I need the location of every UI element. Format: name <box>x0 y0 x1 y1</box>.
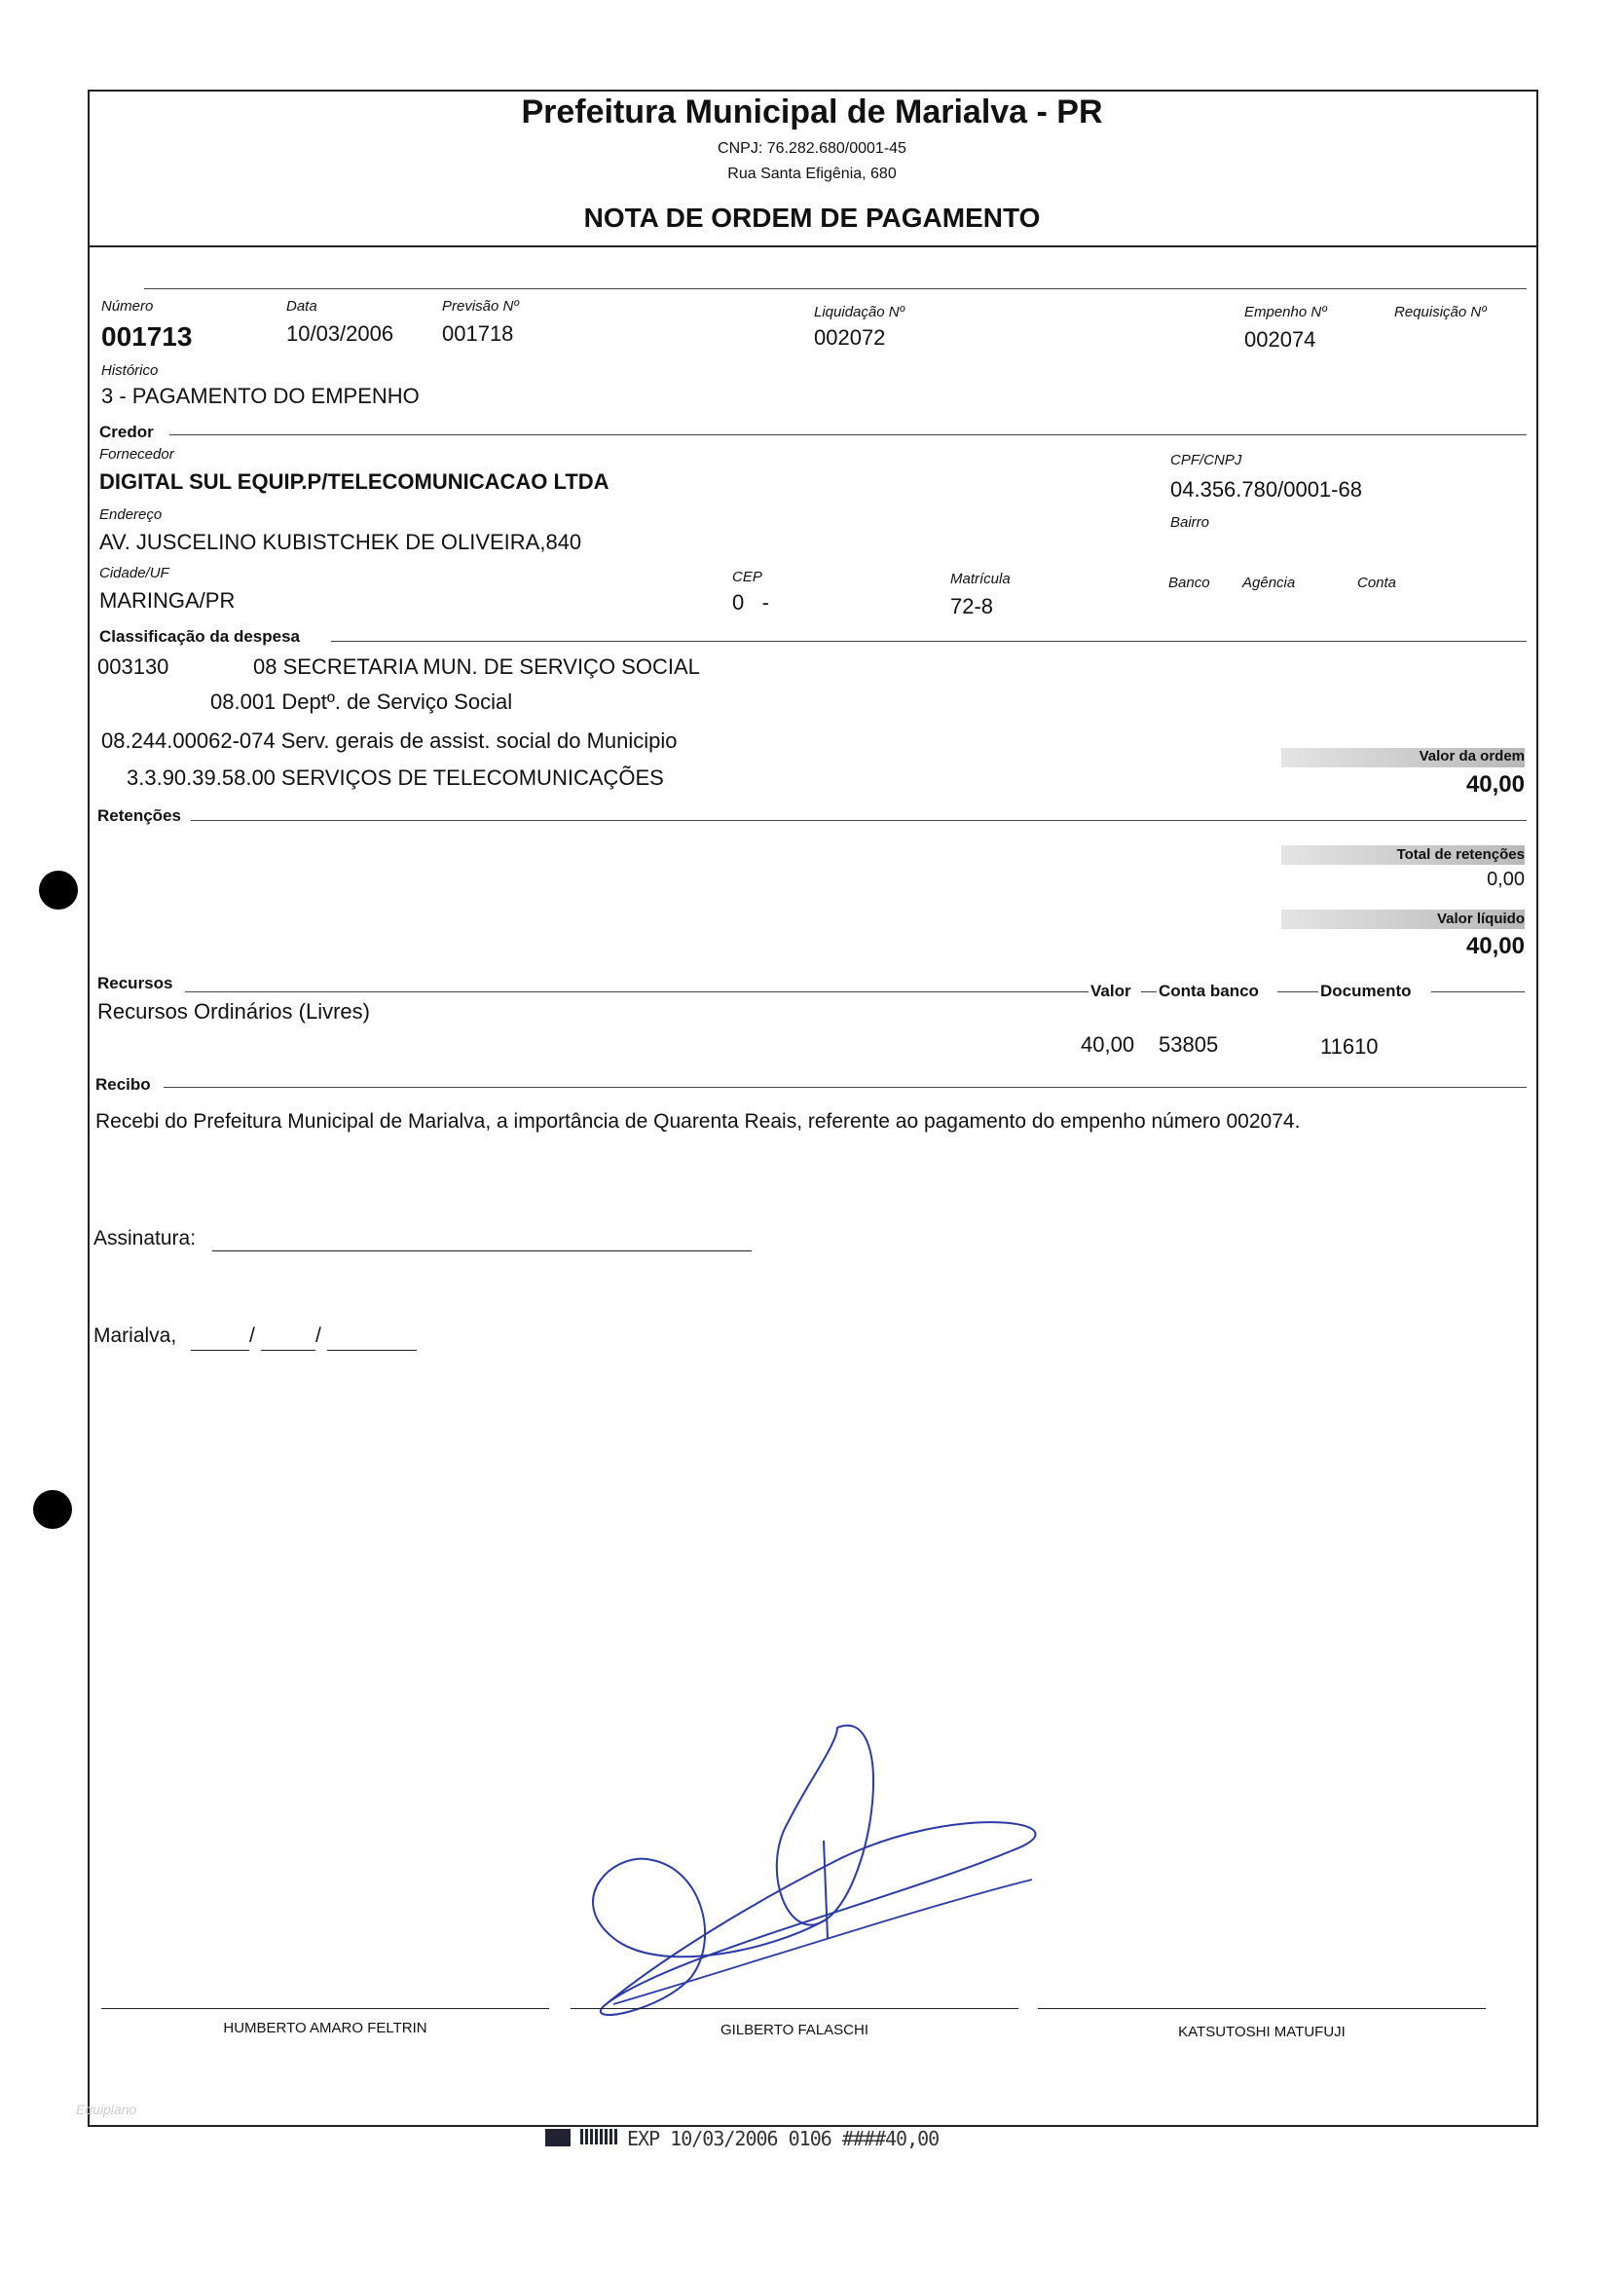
recursos-rule-2 <box>1141 991 1157 992</box>
signatory-line-1 <box>101 2008 549 2009</box>
retencoes-rule <box>191 820 1527 821</box>
signatory-name-2: GILBERTO FALASCHI <box>720 2022 868 2038</box>
agencia-label: Agência <box>1242 575 1296 591</box>
recursos-fonte: Recursos Ordinários (Livres) <box>97 999 370 1024</box>
recursos-rule <box>185 991 1089 992</box>
recursos-rule-4 <box>1431 991 1525 992</box>
matricula-value: 72-8 <box>950 594 994 618</box>
recibo-rule <box>164 1087 1527 1088</box>
assinatura-line <box>212 1250 752 1251</box>
mechanical-stamp: EXP 10/03/2006 0106 ####40,00 <box>627 2127 940 2150</box>
fornecedor-value: DIGITAL SUL EQUIP.P/TELECOMUNICACAO LTDA <box>99 469 609 494</box>
valor-ordem-value: 40,00 <box>1465 771 1525 798</box>
historico-label: Histórico <box>101 362 159 379</box>
total-retencoes-value: 0,00 <box>1487 869 1525 890</box>
recursos-valor: 40,00 <box>1081 1032 1135 1057</box>
handwritten-signature <box>545 1714 1052 2035</box>
classificacao-line3: 08.244.00062-074 Serv. gerais de assist. social do Municipio <box>101 728 678 753</box>
empenho-value: 002074 <box>1244 327 1316 352</box>
header-address: Rua Santa Efigênia, 680 <box>727 166 897 182</box>
previsao-label: Previsão Nº <box>442 298 519 315</box>
requisicao-label: Requisição Nº <box>1394 304 1487 320</box>
punch-hole-bottom <box>33 1490 72 1529</box>
signatory-name-3: KATSUTOSHI MATUFUJI <box>1178 2024 1346 2040</box>
document-title: NOTA DE ORDEM DE PAGAMENTO <box>583 203 1041 233</box>
date-year-line <box>327 1350 417 1351</box>
data-value: 10/03/2006 <box>286 321 394 346</box>
header-cnpj: CNPJ: 76.282.680/0001-45 <box>718 140 906 157</box>
recursos-rule-3 <box>1277 991 1318 992</box>
credor-section: Credor <box>99 423 154 441</box>
classificacao-line2: 08.001 Deptº. de Serviço Social <box>210 689 513 714</box>
conta-label: Conta <box>1357 575 1397 591</box>
date-day-line <box>191 1350 249 1351</box>
signatory-line-2 <box>571 2008 1018 2009</box>
historico-value: 3 - PAGAMENTO DO EMPENHO <box>101 384 420 408</box>
cep-value: 0 - <box>732 590 769 615</box>
recursos-documento-label: Documento <box>1320 982 1412 1000</box>
cidade-label: Cidade/UF <box>99 565 169 581</box>
valor-liquido-label: Valor líquido <box>1436 911 1525 927</box>
stamp-logo <box>545 2129 571 2146</box>
recursos-valor-label: Valor <box>1090 982 1131 1000</box>
cpf-value: 04.356.780/0001-68 <box>1170 477 1362 502</box>
recibo-text: Recebi do Prefeitura Municipal de Marialva, a importância de Quarenta Reais, referente ao pagamento do empenho número 002074. <box>95 1110 1301 1133</box>
stamp-logo-bars <box>580 2129 619 2144</box>
retencoes-section: Retenções <box>97 806 181 825</box>
date-month-line <box>261 1350 315 1351</box>
classificacao-code: 003130 <box>97 654 169 679</box>
recursos-conta-banco-label: Conta banco <box>1159 982 1259 1000</box>
previsao-value: 001718 <box>442 321 514 346</box>
numero-value: 001713 <box>101 321 193 352</box>
classificacao-line4: 3.3.90.39.58.00 SERVIÇOS DE TELECOMUNICAÇÕES <box>127 765 664 790</box>
data-label: Data <box>286 298 317 315</box>
assinatura-label: Assinatura: <box>93 1227 197 1249</box>
classificacao-section: Classificação da despesa <box>99 627 301 646</box>
date-slash-2: / <box>315 1324 321 1347</box>
signatory-line-3 <box>1038 2008 1486 2009</box>
endereco-value: AV. JUSCELINO KUBISTCHEK DE OLIVEIRA,840 <box>99 530 582 554</box>
classificacao-line1: 08 SECRETARIA MUN. DE SERVIÇO SOCIAL <box>253 654 700 679</box>
bairro-label: Bairro <box>1170 514 1210 531</box>
cidade-value: MARINGA/PR <box>99 588 236 613</box>
liquidacao-value: 002072 <box>814 325 886 350</box>
empenho-label: Empenho Nº <box>1244 304 1327 320</box>
cep-label: CEP <box>732 569 762 585</box>
credor-rule <box>169 434 1527 435</box>
signatory-name-1: HUMBERTO AMARO FELTRIN <box>223 2020 427 2036</box>
recibo-section: Recibo <box>95 1075 151 1094</box>
header-divider <box>88 245 1538 247</box>
recursos-conta-banco: 53805 <box>1159 1032 1219 1057</box>
numero-label: Número <box>101 298 154 315</box>
valor-liquido-value: 40,00 <box>1465 933 1525 959</box>
matricula-label: Matrícula <box>950 571 1011 587</box>
liquidacao-label: Liquidação Nº <box>814 304 905 320</box>
total-retencoes-label: Total de retenções <box>1396 846 1525 863</box>
local-label: Marialva, <box>93 1324 177 1347</box>
fields-top-rule <box>144 288 1527 289</box>
banco-label: Banco <box>1168 575 1210 591</box>
endereco-label: Endereço <box>99 506 163 523</box>
fornecedor-label: Fornecedor <box>99 446 174 463</box>
classificacao-rule <box>331 641 1527 642</box>
page-title: Prefeitura Municipal de Marialva - PR <box>521 93 1103 130</box>
recursos-documento: 11610 <box>1320 1034 1379 1059</box>
valor-ordem-label: Valor da ordem <box>1419 748 1525 764</box>
punch-hole-top <box>39 871 78 910</box>
date-slash-1: / <box>249 1324 255 1347</box>
cpf-label: CPF/CNPJ <box>1170 452 1242 468</box>
watermark: Equiplano <box>76 2102 137 2117</box>
recursos-section: Recursos <box>97 974 173 992</box>
